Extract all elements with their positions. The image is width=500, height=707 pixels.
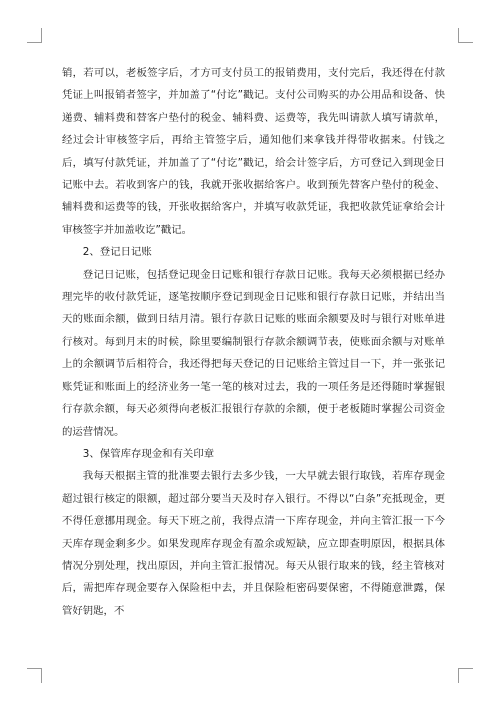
crop-mark-top-left bbox=[27, 28, 42, 43]
crop-mark-bottom-left bbox=[27, 668, 42, 683]
crop-mark-top-right bbox=[458, 28, 473, 43]
crop-mark-bottom-right bbox=[458, 668, 473, 683]
paragraph-journal: 登记日记账，包括登记现金日记账和银行存款日记账。我每天必须根据已经办理完毕的收付款凭证，逐笔按顺序登记到现金日记账和银行存款日记账，并结出当天的账面余额，做到日结月清。银行存款日记账的账面余额要及时与银行对账单进行核对。每到月末的时候，除里要编制银行存款余额调节表，使账面余额与对账单上的余额调节后相符合，我还得把每天登记的日记账给主管过目一下，并一张张记账凭证和账面上的经济业务一笔一笔的核对过去，我的一项任务是还得随时掌握银行存款余额，每天必须得向老板汇报银行存款的余额，便于老板随时掌握公司资金的运营情况。 bbox=[62, 268, 445, 438]
section-heading-cash-custody: 3、保管库存现金和有关印章 bbox=[82, 447, 215, 460]
paragraph-continuation: 销，若可以，老板签字后，才方可支付员工的报销费用，支付完后，我还得在付款凭证上叫报销者签字，并加盖了“付讫”戳记。支付公司购买的办公用品和设备、快递费、辅料费和替客户垫付的税金、辅料费、运费等，我先叫请款人填写请款单，经过会计审核签字后，再给主管签字后，通知他们来拿钱并得带收据来。付钱之后，填写付款凭证，并加盖了了“付讫”戳记，给会计签字后，方可登记入到现金日记账中去。若收到客户的钱，我就开张收据给客户。收到预先替客户垫付的税金、辅料费和运费等的钱，开张收据给客户，并填写收款凭证，我把收款凭证拿给会计审核签字并加盖收讫”戳记。 bbox=[62, 67, 445, 236]
paragraph-cash-custody: 我每天根据主管的批准要去银行去多少钱，一大早就去银行取钱，若库存现金超过银行核定的限额，超过部分要当天及时存入银行。不得以“白条”充抵现金，更不得任意挪用现金。每天下班之前，我得点清一下库存现金，并向主管汇报一下今天库存现金剩多少。如果发现库存现金有盈余或短缺，应立即查明原因，根据具体情况分别处理，找出原因，并向主管汇报情况。每天从银行取来的钱，经主管核对后，需把库存现金要存入保险柜中去，并且保险柜密码要保密，不得随意泄露，保管好钥匙，不 bbox=[62, 470, 445, 617]
section-heading-journal: 2、登记日记账 bbox=[82, 246, 152, 259]
document-body bbox=[62, 62, 445, 622]
